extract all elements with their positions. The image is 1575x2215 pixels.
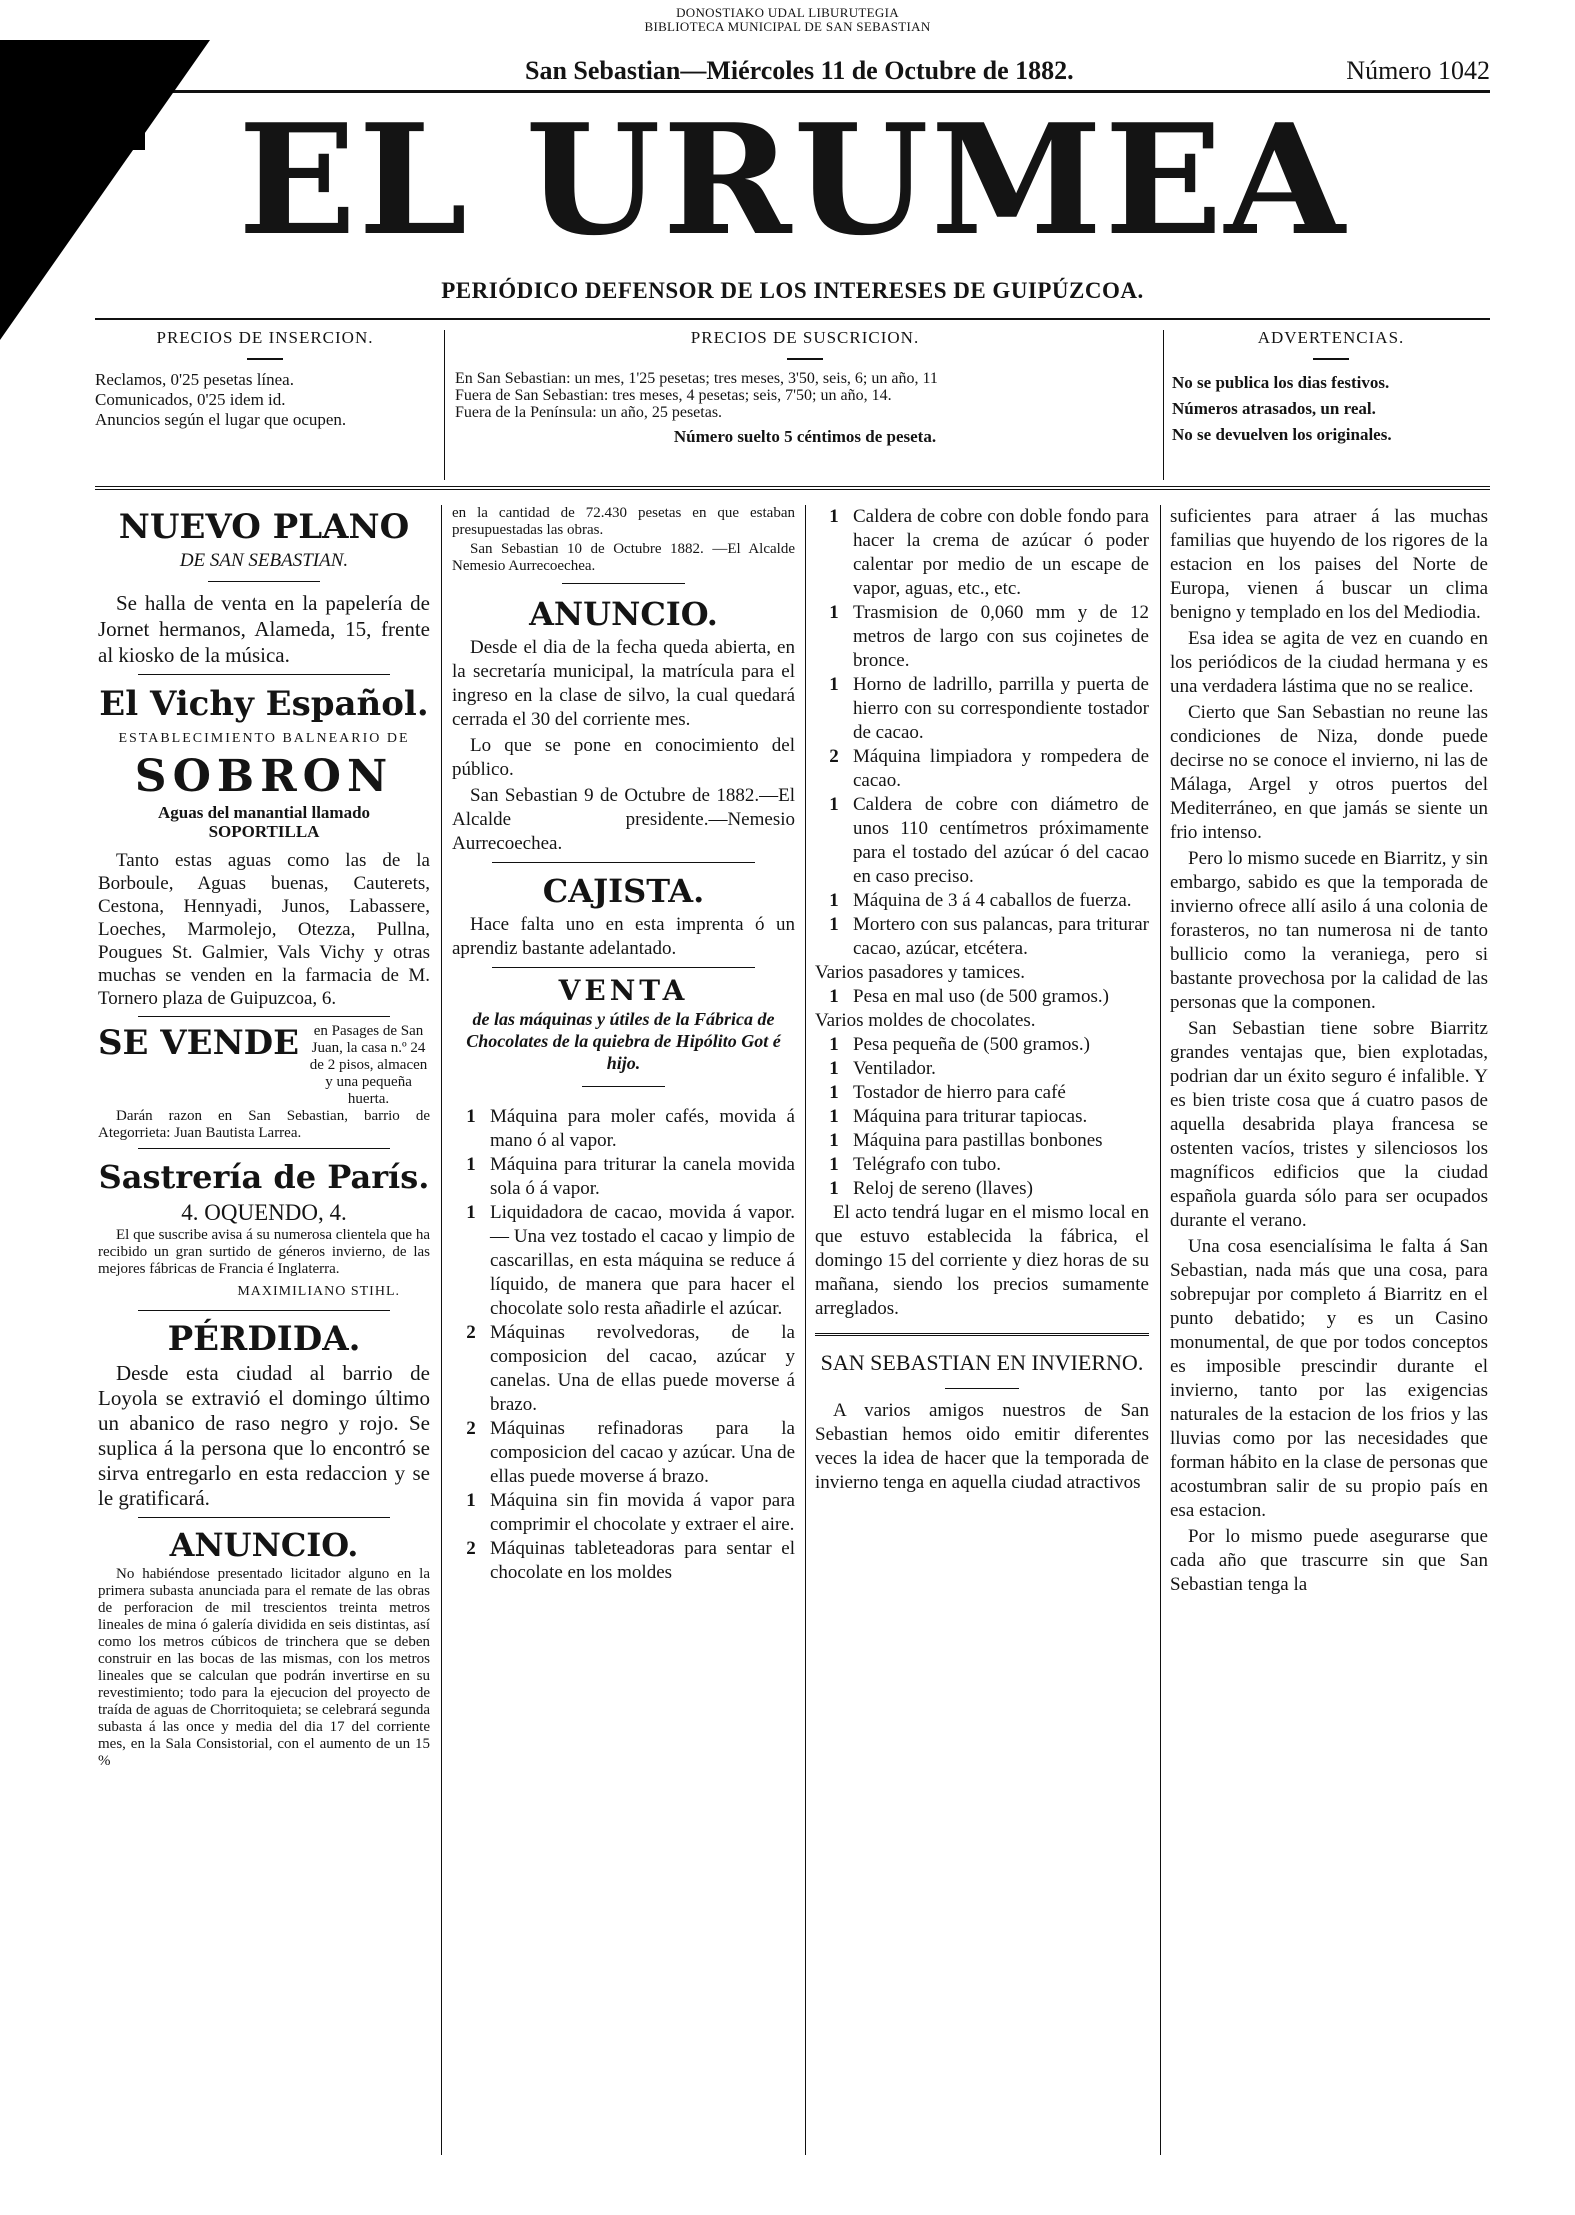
anuncio-title: ANUNCIO. <box>529 595 718 633</box>
article-paragraph: Una cosa esencialísima le falta á San Sebastian, nada más que una cosa, para sobrepujar por completo á Biarritz en el punto debatido; y es un Casino monumental, de que por todos conceptos es imposible prescindir durante el invierno, tanto por las exigencias naturales de la estacion de los frios y las lluvias como por las necesidades que forman hábito en la clase de personas que acostumbran salir de su propio país en esa estacion. <box>1170 1236 1488 1521</box>
venta-item-list <box>815 1033 1149 1201</box>
item-quantity: 1 <box>829 1154 839 1175</box>
header-divider <box>1163 330 1164 480</box>
item-quantity: 2 <box>466 1418 476 1439</box>
venta-item <box>452 1105 795 1153</box>
item-quantity: 1 <box>829 602 839 623</box>
perdida-title: PÉRDIDA. <box>167 1319 361 1359</box>
cajista-title: CAJISTA. <box>542 872 705 910</box>
item-description: Caldera de cobre con diámetro de unos 110 centímetros próximamente para el tostado del azúcar ó del cacao en caso preciso. <box>853 794 1149 887</box>
library-line-basque: DONOSTIAKO UDAL LIBURUTEGIA <box>676 5 899 20</box>
item-quantity: 1 <box>829 506 839 527</box>
sastreria-address: 4. OQUENDO, 4. <box>181 1200 347 1225</box>
column-1 <box>98 505 430 1772</box>
item-description: Liquidadora de cacao, movida á vapor. — Una vez tostado el cacao y limpio de cascarillas, en esta máquina se reduce á líquido, de manera que para hacer el chocolate solo resta añadirle el azúcar. <box>490 1202 795 1319</box>
item-quantity: 2 <box>829 746 839 767</box>
insercion-line: Anuncios según el lugar que ocupen. <box>95 410 347 429</box>
varios-pasadores: Varios pasadores y tamices. <box>815 962 1025 983</box>
advertencias-line: No se publica los dias festivos. <box>1172 373 1390 392</box>
issue-date: San Sebastian—Miércoles 11 de Octubre de 1882. <box>525 56 1074 85</box>
venta-item <box>815 1153 1149 1177</box>
column-divider <box>1160 505 1161 2155</box>
sastreria-title: Sastrería de París. <box>98 1158 430 1196</box>
item-description: Máquina para moler cafés, movida á mano ó al vapor. <box>490 1106 795 1151</box>
vende-text-2: Darán razon en San Sebastian, barrio de Ategorrieta: Juan Bautista Larrea. <box>98 1108 430 1141</box>
venta-item <box>452 1153 795 1201</box>
divider <box>138 1148 390 1149</box>
item-quantity: 1 <box>829 1178 839 1199</box>
vichy-establishment: ESTABLECIMIENTO BALNEARIO DE <box>118 731 410 746</box>
venta-item <box>815 601 1149 673</box>
perdida-text: Desde esta ciudad al barrio de Loyola se extravió el domingo último un abanico de raso negro y rojo. Se suplica á la persona que lo encontró se sirva entregarlo en esta redaccion y se le gratificará. <box>98 1361 430 1510</box>
venta-item <box>815 1081 1149 1105</box>
subtitle-rule <box>95 318 1490 320</box>
vende-title: SE VENDE <box>98 1023 300 1063</box>
divider <box>138 1517 390 1518</box>
column-4 <box>1170 505 1488 1599</box>
item-description: Mortero con sus palancas, para triturar cacao, azúcar, etcétera. <box>853 914 1149 959</box>
item-description: Tostador de hierro para café <box>853 1082 1066 1103</box>
sastreria-text: El que suscribe avisa á su numerosa clientela que ha recibido un gran surtido de géneros invierno, de las mejores fábricas de Francia é Inglaterra. <box>98 1227 430 1277</box>
header-divider <box>444 330 445 480</box>
article-paragraph: Por lo mismo puede asegurarse que cada año que trascurre sin que San Sebastian tenga la <box>1170 1526 1488 1595</box>
invierno-text: A varios amigos nuestros de San Sebastian hemos oido emitir diferentes veces la idea de hacer que la temporada de invierno tenga en aquella ciudad atractivos <box>815 1400 1149 1493</box>
item-description: Máquinas revolvedoras, de la composicion del cacao, azúcar y canelas. Una de ellas puede moverse á brazo. <box>490 1322 795 1415</box>
venta-item <box>815 1057 1149 1081</box>
venta-subtitle: de las máquinas y útiles de la Fábrica de Chocolates de la quiebra de Hipólito Got é hijo. <box>466 1009 781 1073</box>
item-quantity: 1 <box>466 1106 476 1127</box>
item-quantity: 2 <box>466 1538 476 1559</box>
suscricion-line: Fuera de San Sebastian: tres meses, 4 pesetas; seis, 7'50; un año, 14. <box>455 387 892 404</box>
continued-signature: San Sebastian 10 de Octubre 1882. —El Alcalde Nemesio Aurrecoechea. <box>452 541 795 574</box>
venta-item <box>452 1417 795 1489</box>
venta-item <box>815 505 1149 601</box>
item-description: Máquina para triturar la canela movida sola ó á vapor. <box>490 1154 795 1199</box>
article-paragraph: Pero lo mismo sucede en Biarritz, y sin embargo, sabido es que la temporada de invierno ofrece allí asilo á una colonia de forasteros, no tan numerosa ni de tanto bullicio como la veraniega, pero si bastante provechosa por la calidad de las personas que la componen. <box>1170 848 1488 1013</box>
item-quantity: 1 <box>466 1490 476 1511</box>
item-description: Horno de ladrillo, parrilla y puerta de hierro con su correspondiente tostador de cacao. <box>853 674 1149 743</box>
vichy-name: SOBRON <box>134 751 394 802</box>
article-paragraph: suficientes para atraer á las muchas familias que huyendo de los rigores de la estacion en los paises del Norte de Europa, vienen á buscar un clima benigno y templado en los del Mediodia. <box>1170 506 1488 623</box>
item-description: Máquina para pastillas bonbones <box>853 1130 1103 1151</box>
item-description: Máquina para triturar tapiocas. <box>853 1106 1088 1127</box>
item-description: Máquina limpiadora y rompedera de cacao. <box>853 746 1149 791</box>
anuncio-paragraph: Lo que se pone en conocimiento del público. <box>452 735 795 780</box>
venta-item <box>815 985 1149 1009</box>
item-description: Máquinas tableteadoras para sentar el chocolate en los moldes <box>490 1538 795 1583</box>
item-quantity: 1 <box>829 914 839 935</box>
insercion-title: PRECIOS DE INSERCION. <box>156 328 374 347</box>
divider <box>562 583 685 584</box>
item-quantity: 1 <box>829 1106 839 1127</box>
anuncio-paragraph: San Sebastian 9 de Octubre de 1882.—El Alcalde presidente.—Nemesio Aurrecoechea. <box>452 785 795 854</box>
item-description: Pesa en mal uso (de 500 gramos.) <box>853 986 1109 1007</box>
divider <box>208 581 320 582</box>
divider <box>492 967 755 968</box>
item-quantity: 1 <box>466 1202 476 1223</box>
divider <box>138 1016 390 1017</box>
cajista-text: Hace falta uno en esta imprenta ó un aprendiz bastante adelantado. <box>452 914 795 959</box>
item-quantity: 1 <box>829 1034 839 1055</box>
vichy-subtitle: Aguas del manantial llamado SOPORTILLA <box>157 803 371 841</box>
suscricion-line: En San Sebastian: un mes, 1'25 pesetas; tres meses, 3'50, seis, 6; un año, 11 <box>455 370 938 387</box>
insercion-line: Reclamos, 0'25 pesetas línea. <box>95 370 294 389</box>
item-description: Máquina sin fin movida á vapor para comprimir el chocolate y extraer el aire. <box>490 1490 795 1535</box>
acto-text: El acto tendrá lugar en el mismo local en que estuvo establecida la fábrica, el domingo 15 del corriente y diez horas de su mañana, siendo los precios sumamente arreglados. <box>815 1202 1149 1319</box>
item-description: Pesa pequeña de (500 gramos.) <box>853 1034 1090 1055</box>
plano-subtitle: DE SAN SEBASTIAN. <box>179 550 349 571</box>
masthead: EL URUMEA <box>238 90 1347 269</box>
item-description: Caldera de cobre con doble fondo para hacer la crema de azúcar ó poder calentar por medio de un escape de vapor, aguas, etc., etc. <box>853 506 1149 599</box>
item-quantity: 1 <box>829 890 839 911</box>
item-quantity: 1 <box>829 1130 839 1151</box>
issue-number: Número 1042 <box>1346 56 1490 85</box>
torn-corner-fill <box>0 40 145 150</box>
dateline <box>95 56 1490 90</box>
advertencias-rule <box>1313 358 1349 360</box>
varios-moldes: Varios moldes de chocolates. <box>815 1010 1036 1031</box>
venta-item <box>815 793 1149 889</box>
sastreria-signature: MAXIMILIANO STIHL. <box>237 1284 400 1299</box>
column-divider <box>805 505 806 2155</box>
item-description: Reloj de sereno (llaves) <box>853 1178 1033 1199</box>
vende-block <box>98 1023 430 1108</box>
suscricion-box <box>455 328 1155 484</box>
vende-text: en Pasages de San Juan, la casa n.º 24 de 2 pisos, almacen y una pequeña huerta. <box>309 1023 428 1107</box>
column-divider <box>441 505 442 2155</box>
venta-item <box>815 1033 1149 1057</box>
advertencias-title: ADVERTENCIAS. <box>1257 328 1405 347</box>
venta-item-list <box>452 1105 795 1585</box>
columns-top-rule <box>95 486 1490 493</box>
suscricion-title: PRECIOS DE SUSCRICION. <box>690 328 920 347</box>
plano-text: Se halla de venta en la papelería de Jornet hermanos, Alameda, 15, frente al kiosko de la música. <box>98 591 430 667</box>
library-stamp <box>0 6 1575 34</box>
vichy-text: Tanto estas aguas como las de la Borboule, Aguas buenas, Cauterets, Cestona, Hennyadi, Junos, Labassere, Loeches, Marmolejo, Otezza, Pullna, Pougues St. Galmier, Vals Vichy y otras muchas se venden en la farmacia de M. Tornero plaza de Guipuzcoa, 6. <box>98 850 430 1009</box>
venta-item <box>815 673 1149 745</box>
venta-item <box>452 1201 795 1321</box>
suscricion-line: Fuera de la Península: un año, 25 pesetas. <box>455 404 723 421</box>
venta-item <box>452 1321 795 1417</box>
advertencias-line: No se devuelven los originales. <box>1172 425 1392 444</box>
item-quantity: 1 <box>829 1058 839 1079</box>
venta-item-list <box>815 985 1149 1009</box>
article-paragraph: Cierto que San Sebastian no reune las condiciones de Niza, donde puede decirse no se conoce el invierno, ni las de Málaga, Argel y otros puertos del Mediterráneo, en que jamás se siente un frio intenso. <box>1170 702 1488 843</box>
venta-item <box>452 1537 795 1585</box>
advertencias-line: Números atrasados, un real. <box>1172 399 1376 418</box>
article-paragraph: San Sebastian tiene sobre Biarritz grandes ventajas que, bien explotadas, podrian dar un éxito seguro é infalible. Y es bien triste cosa que á cuatro pasos de aquella desabrida playa francesa se ostenten vacíos, tristes y silenciosos los magníficos edificios que la ciudad española guarda sólo para ser ocupados durante el verano. <box>1170 1018 1488 1231</box>
continued-text: en la cantidad de 72.430 pesetas en que estaban presupuestadas las obras. <box>452 505 795 538</box>
section-rule <box>815 1333 1149 1336</box>
suscricion-rule <box>787 358 823 360</box>
plano-title: NUEVO PLANO <box>118 507 410 547</box>
anuncio-text: No habiéndose presentado licitador alguno en la primera subasta anunciada para el remate de las obras de perforacion de mil trescientos treinta metros lineales de mina ó galería dividida en seis distintas, así como los metros cúbicos de trinchera que se deben construir en las bocas de las mismas, con los metros lineales que se calculan que podrán invertirse en su revestimiento; todo para la ejecucion del proyecto de traída de aguas de Chorritoquieta; se celebrará segunda subasta á las once y media del dia 17 del corriente mes, en la Sala Consistorial, con el aumento de un 15 % <box>98 1566 430 1769</box>
subtitle: PERIÓDICO DEFENSOR DE LOS INTERESES DE GUIPÚZCOA. <box>441 278 1144 303</box>
divider <box>138 1310 390 1311</box>
invierno-title: SAN SEBASTIAN EN INVIERNO. <box>820 1350 1144 1375</box>
divider <box>945 1388 1019 1389</box>
insercion-line: Comunicados, 0'25 idem id. <box>95 390 286 409</box>
library-line-spanish: BIBLIOTECA MUNICIPAL DE SAN SEBASTIAN <box>644 19 931 34</box>
advertencias-box <box>1172 328 1490 484</box>
venta-title: VENTA <box>558 974 689 1007</box>
item-description: Máquina de 3 á 4 caballos de fuerza. <box>853 890 1132 911</box>
item-quantity: 2 <box>466 1322 476 1343</box>
column-3 <box>815 505 1149 1497</box>
venta-item <box>452 1489 795 1537</box>
venta-item <box>815 745 1149 793</box>
anuncio-title: ANUNCIO. <box>169 1526 359 1564</box>
insercion-rule <box>247 358 283 360</box>
venta-item <box>815 889 1149 913</box>
divider <box>138 674 390 675</box>
item-quantity: 1 <box>829 794 839 815</box>
item-description: Máquinas refinadoras para la composicion del cacao y azúcar. Una de ellas puede moverse á brazo. <box>490 1418 795 1487</box>
venta-item <box>815 1177 1149 1201</box>
divider <box>492 862 755 863</box>
item-quantity: 1 <box>829 674 839 695</box>
item-quantity: 1 <box>466 1154 476 1175</box>
item-description: Telégrafo con tubo. <box>853 1154 1001 1175</box>
item-quantity: 1 <box>829 1082 839 1103</box>
venta-item-list <box>815 505 1149 961</box>
divider <box>582 1086 665 1087</box>
venta-item <box>815 1129 1149 1153</box>
insercion-box <box>95 328 435 484</box>
item-description: Trasmision de 0,060 mm y de 12 metros de largo con sus cojinetes de bronce. <box>853 602 1149 671</box>
venta-item <box>815 913 1149 961</box>
vichy-title: El Vichy Español. <box>99 684 429 724</box>
item-description: Ventilador. <box>853 1058 936 1079</box>
venta-item <box>815 1105 1149 1129</box>
article-paragraph: Esa idea se agita de vez en cuando en los periódicos de la ciudad hermana y es una verdadera lástima que no se realice. <box>1170 628 1488 697</box>
item-quantity: 1 <box>829 986 839 1007</box>
column-2 <box>452 505 795 1585</box>
anuncio-paragraph: Desde el dia de la fecha queda abierta, en la secretaría municipal, la matrícula para el ingreso en la clase de silvo, la cual quedará cerrada el 30 del corriente mes. <box>452 637 795 730</box>
suscricion-suelto: Número suelto 5 céntimos de peseta. <box>673 427 937 446</box>
